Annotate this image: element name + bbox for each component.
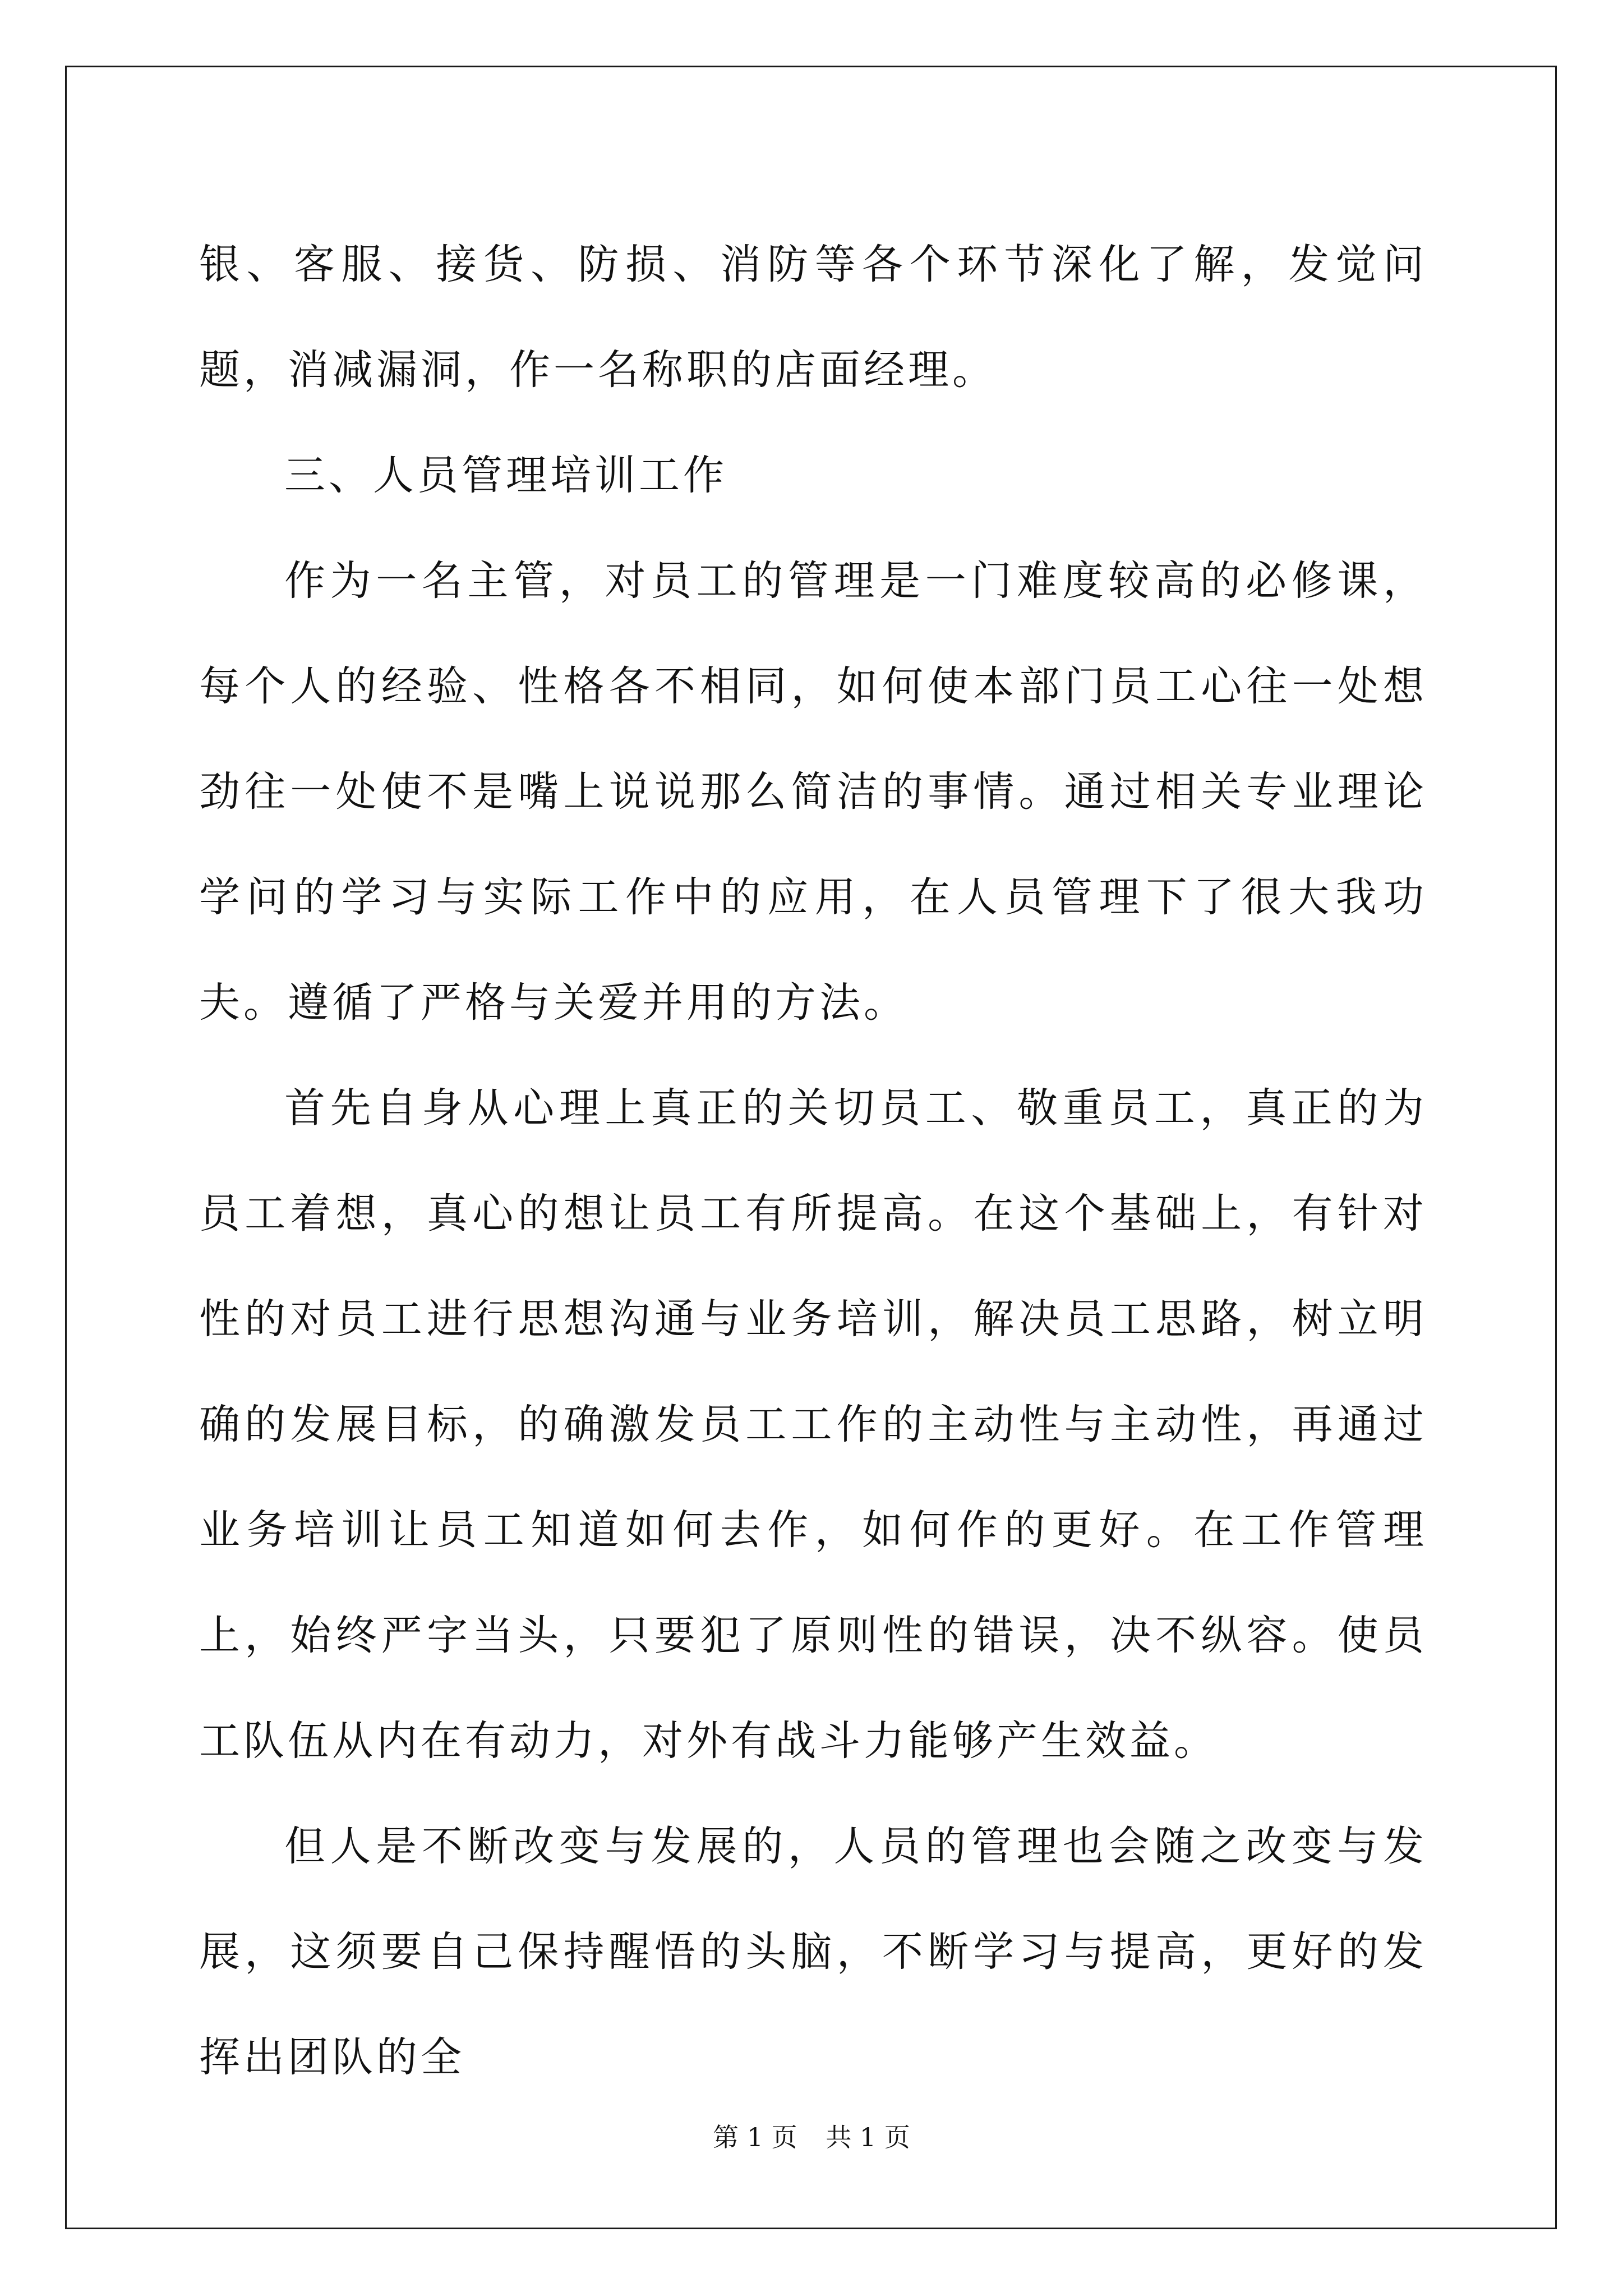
paragraph-care-for-staff: 首先自身从心理上真正的关切员工、敬重员工，真正的为员工着想，真心的想让员工有所提高。在这个基础上，有针对性的对员工进行思想沟通与业务培训，解决员工思路，树立明确的发展目标，的确激发员工工作的主动性与主动性，再通过业务培训让员工知道如何去作，如何作的更好。在工作管理上，始终严字当头，只要犯了原则性的错误，决不纵容。使员工队伍从内在有动力，对外有战斗力能够产生效益。 <box>199 1084 1427 1765</box>
section-heading: 三、人员管理培训工作 <box>284 452 727 499</box>
paragraph-management-intro: 作为一名主管，对员工的管理是一门难度较高的必修课，每个人的经验、性格各不相同，如何使本部门员工心往一处想劲往一处使不是嘴上说说那么简洁的事情。通过相关专业理论学问的学习与实际工作中的应用，在人员管理下了很大我功夫。遵循了严格与关爱并用的方法。 <box>199 557 1427 1027</box>
paragraph-continuous-development: 但人是不断改变与发展的，人员的管理也会随之改变与发展，这须要自己保持醒悟的头脑，不断学习与提高，更好的发挥出团队的全 <box>199 1823 1427 2081</box>
page-total: 共 1 页 <box>826 2122 910 2152</box>
page-number: 第 1 页 <box>713 2122 797 2152</box>
document-body <box>199 212 1427 2110</box>
paragraph-continuation: 银、客服、接货、防损、消防等各个环节深化了解，发觉问题，消减漏洞，作一名称职的店面经理。 <box>199 241 1427 394</box>
page-footer <box>0 2120 1623 2154</box>
